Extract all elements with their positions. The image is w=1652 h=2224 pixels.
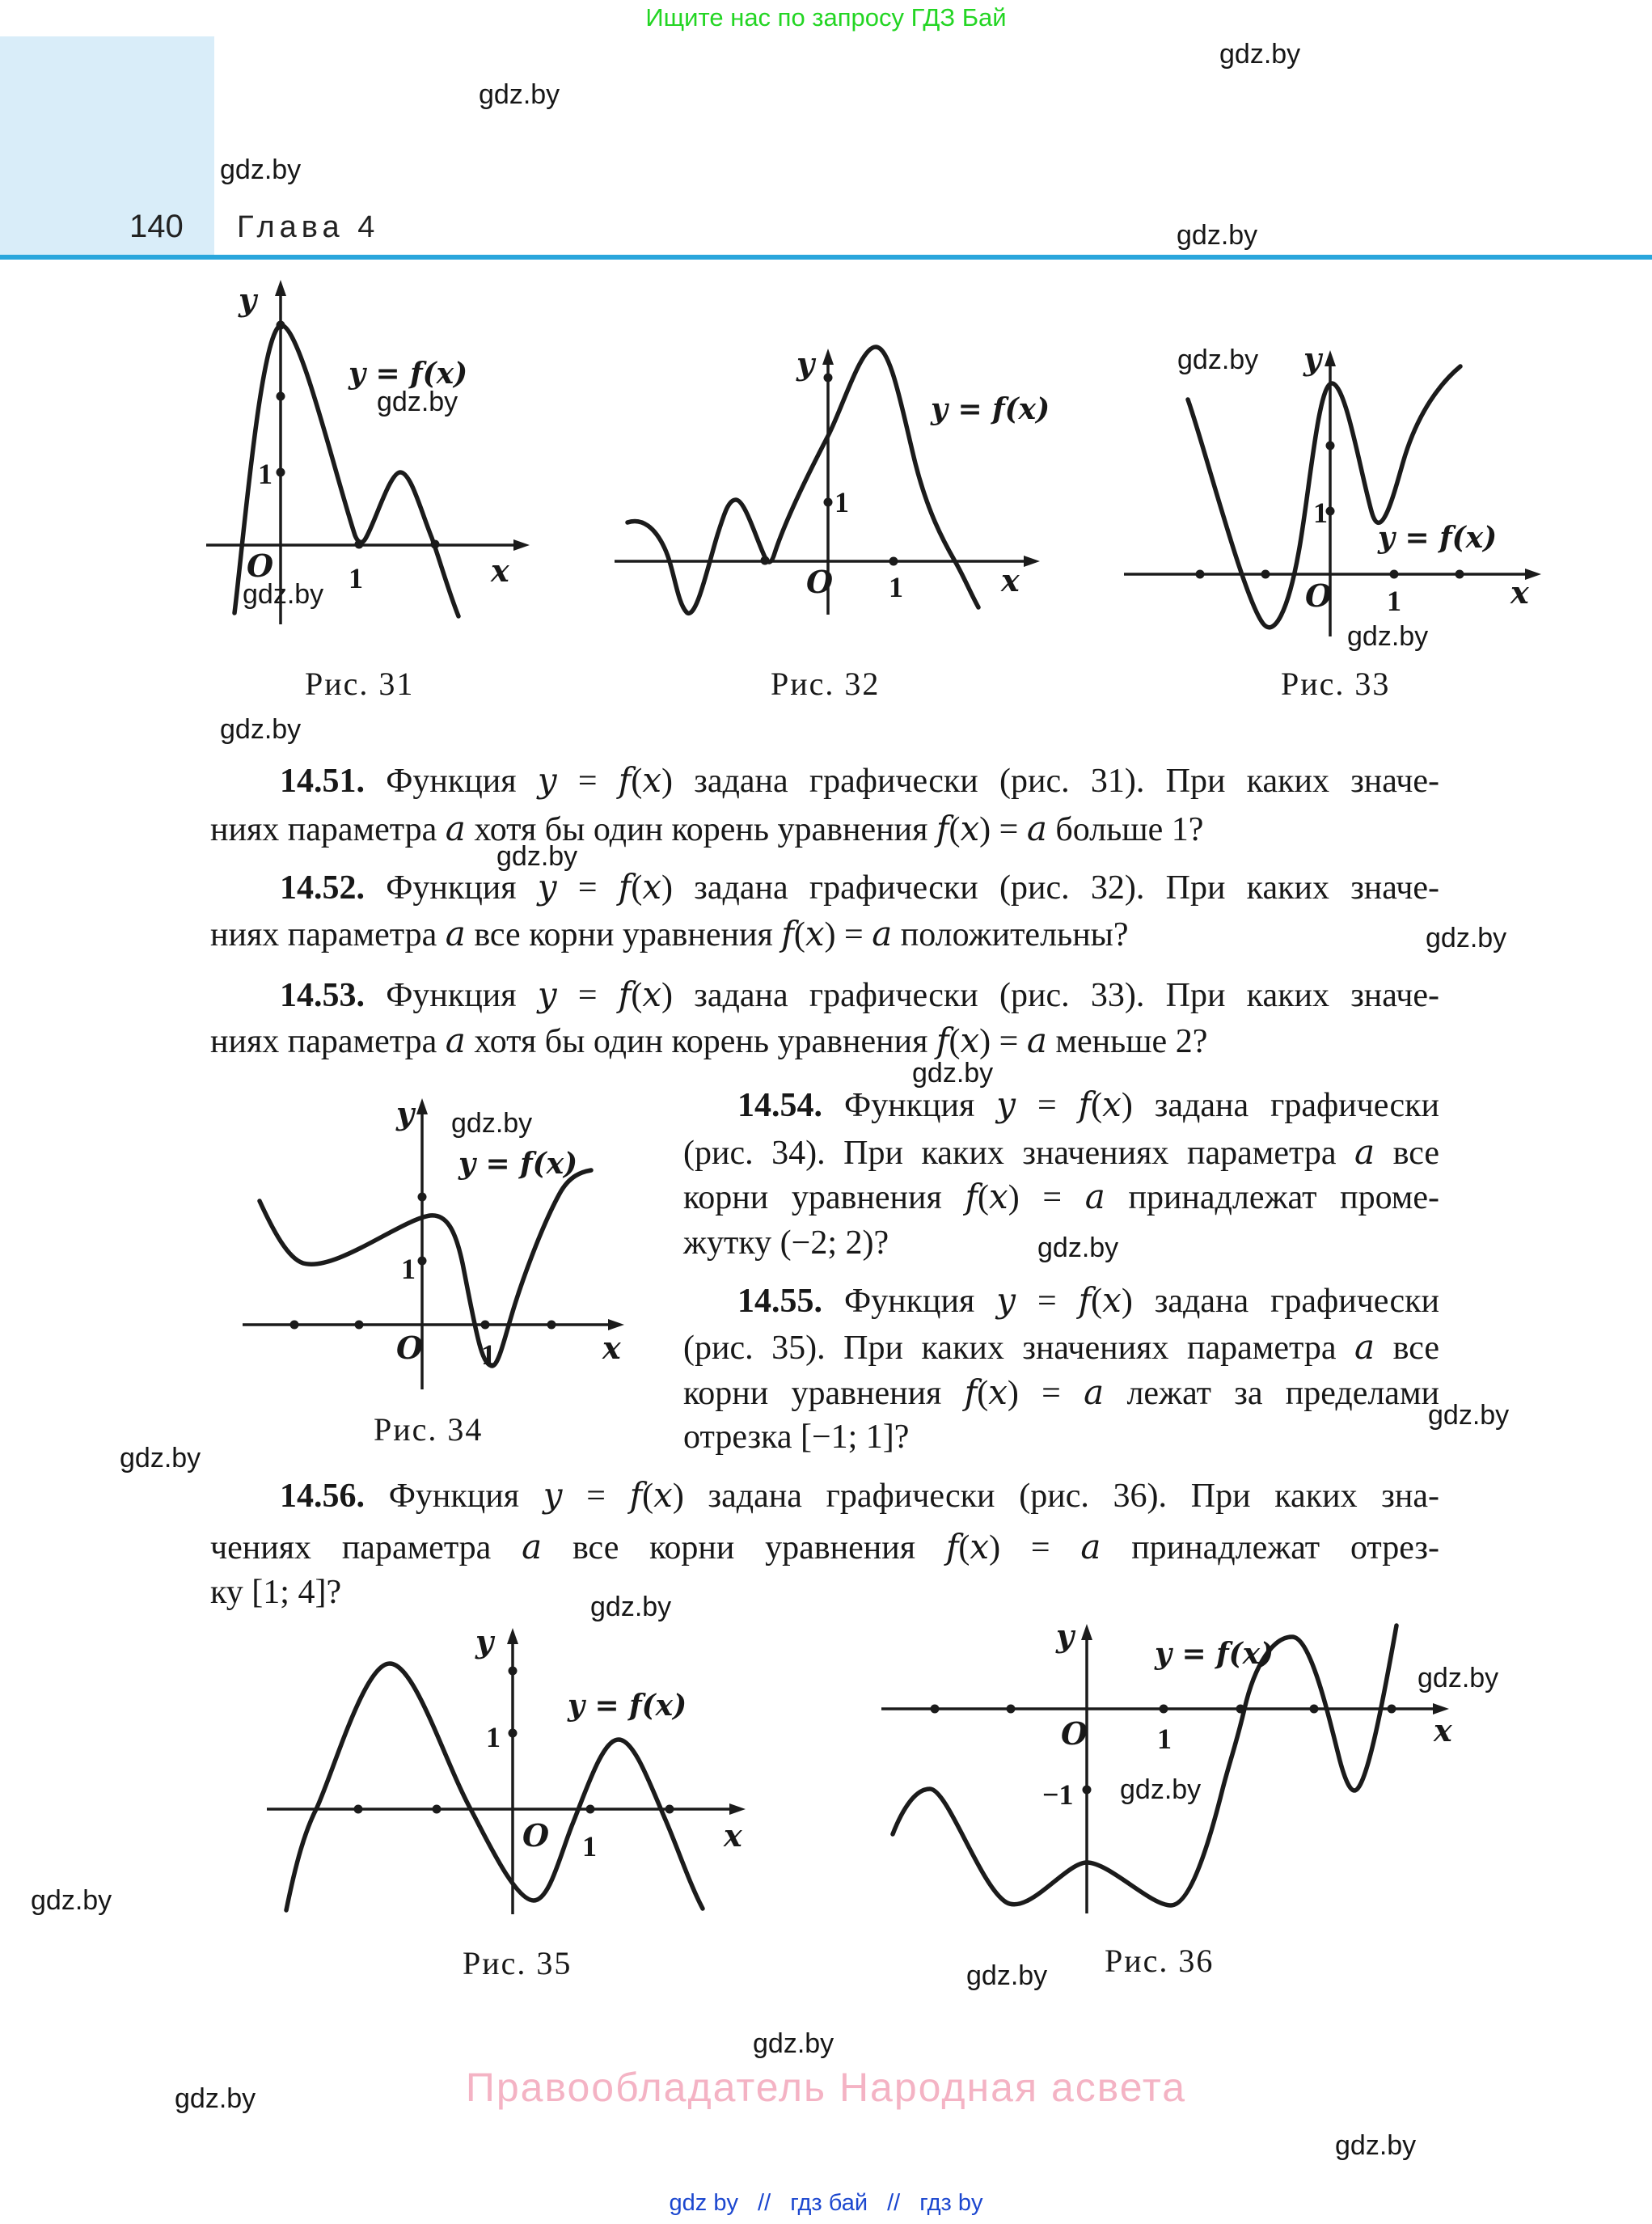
- watermark: gdz.by: [1177, 220, 1258, 251]
- arrow-right-icon: [608, 1319, 624, 1330]
- header-rule: [0, 255, 1652, 260]
- problem-14.51-line-2: ниях параметра a хотя бы один корень уравнения f(x) = a больше 1?: [210, 809, 1204, 848]
- footer-links: [0, 2190, 1652, 2217]
- axis-dot: [1236, 1705, 1245, 1714]
- axis-dot: [418, 1193, 427, 1202]
- x-axis-label: x: [602, 1330, 621, 1366]
- watermark: gdz.by: [1177, 345, 1259, 375]
- watermark: gdz.by: [1418, 1663, 1499, 1693]
- x-unit-label: 1: [1157, 1723, 1172, 1755]
- figure-35-graph: [267, 1621, 760, 1919]
- figure-31-graph: [206, 275, 534, 631]
- figure-35-caption: Рис. 35: [463, 1945, 572, 1981]
- axis-dot: [277, 468, 285, 477]
- axis-dot: [1326, 442, 1335, 450]
- function-curve: [893, 1626, 1396, 1905]
- axis-dot: [355, 540, 364, 549]
- axis-dot: [1196, 570, 1205, 579]
- watermark: gdz.by: [479, 79, 560, 110]
- y-axis-label: y: [239, 281, 257, 318]
- arrow-right-icon: [1024, 556, 1040, 567]
- function-label: y = f(x): [458, 1147, 578, 1181]
- watermark: gdz.by: [1120, 1774, 1202, 1805]
- axis-dot: [1310, 1705, 1319, 1714]
- footer-link-gdz-by[interactable]: gdz by: [669, 2190, 738, 2216]
- problem-14.55-line-3: корни уравнения f(x) = a лежат за пределами: [683, 1372, 1439, 1412]
- promo-banner: Ищите нас по запросу ГДЗ Бай: [645, 3, 1007, 32]
- problem-14.54-line-4: жутку (−2; 2)?: [683, 1224, 889, 1262]
- axis-dot: [1083, 1786, 1092, 1795]
- figure-36-graph: [881, 1617, 1456, 1918]
- chapter-title: Глава 4: [237, 210, 380, 244]
- x-unit-label: 1: [889, 571, 903, 603]
- axis-dot: [509, 1667, 518, 1676]
- axis-dot: [354, 1805, 363, 1814]
- problem-14.53-line-1: 14.53. Функция y = f(x) задана графически (рис. 33). При каких значе-: [280, 975, 1439, 1014]
- problem-14.56-line-1: 14.56. Функция y = f(x) задана графически (рис. 36). При каких зна-: [280, 1475, 1439, 1515]
- arrow-up-icon: [822, 349, 834, 365]
- x-unit-label: 1: [1387, 585, 1401, 617]
- function-label: y = f(x): [1378, 521, 1498, 555]
- watermark: gdz.by: [1335, 2130, 1417, 2161]
- function-curve: [627, 347, 978, 613]
- figure-33-graph: [1124, 340, 1544, 643]
- x-axis-label: x: [1510, 574, 1529, 611]
- function-label: y = f(x): [349, 357, 468, 391]
- origin-label: O: [522, 1817, 550, 1854]
- y-unit-label: 1: [834, 486, 849, 518]
- x-axis-label: x: [1001, 562, 1020, 598]
- axis-dot: [290, 1321, 299, 1330]
- axis-dot: [418, 1257, 427, 1266]
- y-axis-label: y: [796, 345, 815, 382]
- watermark: gdz.by: [220, 154, 302, 185]
- axis-dot: [824, 374, 833, 383]
- arrow-up-icon: [275, 280, 286, 296]
- problem-14.55-line-1: 14.55. Функция y = f(x) задана графически: [737, 1280, 1439, 1320]
- arrow-up-icon: [507, 1628, 518, 1644]
- watermark: gdz.by: [1037, 1233, 1119, 1263]
- problem-14.52-line-1: 14.52. Функция y = f(x) задана графически (рис. 32). При каких значе-: [280, 867, 1439, 907]
- problem-14.54-line-1: 14.54. Функция y = f(x) задана графически: [737, 1085, 1439, 1124]
- figure-32-caption: Рис. 32: [771, 666, 881, 702]
- watermark: gdz.by: [753, 2028, 834, 2059]
- page-number: 140: [129, 209, 184, 244]
- watermark: gdz.by: [966, 1960, 1048, 1991]
- y-axis-label: y: [1056, 1617, 1075, 1654]
- arrow-right-icon: [729, 1803, 746, 1815]
- watermark: gdz.by: [243, 579, 324, 610]
- problem-14.53-line-2: ниях параметра a хотя бы один корень уравнения f(x) = a меньше 2?: [210, 1021, 1208, 1060]
- arrow-right-icon: [513, 539, 530, 551]
- watermark: gdz.by: [1426, 923, 1507, 953]
- y-axis-label: y: [396, 1095, 415, 1131]
- problem-14.54-line-2: (рис. 34). При каких значениях параметра a все: [683, 1132, 1439, 1172]
- problem-14.54-line-3: корни уравнения f(x) = a принадлежат проме-: [683, 1177, 1439, 1216]
- footer-link-gdz-by-2[interactable]: гдз by: [919, 2190, 983, 2216]
- x-unit-label: 1: [349, 562, 363, 594]
- watermark: gdz.by: [31, 1885, 112, 1916]
- figure-32-graph: [615, 344, 1050, 623]
- axis-dot: [931, 1705, 940, 1714]
- y-unit-label: 1: [258, 458, 273, 490]
- axis-dot: [481, 1321, 490, 1330]
- watermark: gdz.by: [175, 2083, 256, 2114]
- separator: //: [758, 2190, 771, 2216]
- problem-14.56-line-3: ку [1; 4]?: [210, 1574, 342, 1611]
- figure-34-caption: Рис. 34: [374, 1411, 484, 1448]
- figure-31-caption: Рис. 31: [305, 666, 415, 702]
- axis-dot: [355, 1321, 364, 1330]
- origin-label: O: [806, 564, 834, 600]
- function-label: y = f(x): [1155, 1637, 1274, 1671]
- arrow-up-icon: [1325, 350, 1336, 366]
- y-minus-one-label: −1: [1042, 1778, 1074, 1811]
- watermark: gdz.by: [496, 841, 578, 872]
- arrow-up-icon: [1081, 1624, 1092, 1640]
- footer-link-gdz-bai[interactable]: гдз бай: [790, 2190, 868, 2216]
- axis-dot: [1390, 570, 1399, 579]
- axis-dot: [889, 557, 898, 566]
- problem-14.52-line-2: ниях параметра a все корни уравнения f(x) = a положительны?: [210, 914, 1129, 953]
- axis-dot: [509, 1729, 518, 1738]
- figure-33-caption: Рис. 33: [1281, 666, 1391, 702]
- y-unit-label: 1: [401, 1253, 416, 1285]
- axis-dot: [665, 1805, 674, 1814]
- watermark: gdz.by: [220, 714, 302, 745]
- x-unit-label: 1: [481, 1338, 496, 1371]
- x-axis-label: x: [491, 552, 509, 589]
- problem-14.55-line-4: отрезка [−1; 1]?: [683, 1419, 910, 1456]
- function-label: y = f(x): [931, 392, 1050, 426]
- axis-dot: [1456, 570, 1464, 579]
- axis-dot: [1160, 1705, 1168, 1714]
- copyright-notice: Правообладатель Народная асвета: [465, 2065, 1187, 2110]
- figure-36-caption: Рис. 36: [1105, 1943, 1215, 1979]
- axis-dot: [586, 1805, 595, 1814]
- y-unit-label: 1: [486, 1721, 501, 1753]
- axis-dot: [547, 1321, 556, 1330]
- function-label: y = f(x): [568, 1689, 687, 1723]
- watermark: gdz.by: [377, 387, 458, 417]
- figure-34-graph: [243, 1092, 647, 1395]
- origin-label: O: [1305, 577, 1333, 614]
- y-axis-label: y: [1303, 340, 1322, 377]
- axis-dot: [1261, 570, 1270, 579]
- watermark: gdz.by: [1219, 39, 1301, 70]
- axis-dot: [277, 392, 285, 401]
- problem-14.56-line-2: чениях параметра a все корни уравнения f(x) = a принадлежат отрез-: [210, 1527, 1439, 1567]
- x-axis-label: x: [724, 1817, 742, 1854]
- axis-dot: [824, 498, 833, 507]
- axis-dot: [277, 321, 285, 330]
- axis-dot: [1388, 1705, 1396, 1714]
- origin-label: O: [396, 1330, 424, 1366]
- watermark: gdz.by: [120, 1443, 201, 1474]
- axis-dot: [1007, 1705, 1016, 1714]
- separator: //: [887, 2190, 901, 2216]
- watermark: gdz.by: [451, 1108, 533, 1139]
- y-axis-label: y: [475, 1623, 494, 1660]
- watermark: gdz.by: [1347, 621, 1429, 652]
- y-unit-label: 1: [1313, 497, 1328, 529]
- axis-dot: [761, 556, 770, 565]
- watermark: gdz.by: [912, 1058, 994, 1089]
- watermark: gdz.by: [590, 1592, 672, 1622]
- origin-label: O: [247, 548, 274, 584]
- axis-dot: [433, 1805, 442, 1814]
- origin-label: O: [1061, 1715, 1088, 1752]
- x-axis-label: x: [1434, 1712, 1452, 1748]
- arrow-up-icon: [416, 1098, 428, 1114]
- problem-14.55-line-2: (рис. 35). При каких значениях параметра a все: [683, 1327, 1439, 1367]
- watermark: gdz.by: [1428, 1400, 1510, 1431]
- problem-14.51-line-1: 14.51. Функция y = f(x) задана графически (рис. 31). При каких значе-: [280, 760, 1439, 800]
- x-unit-label: 1: [582, 1830, 597, 1862]
- axis-dot: [431, 540, 440, 549]
